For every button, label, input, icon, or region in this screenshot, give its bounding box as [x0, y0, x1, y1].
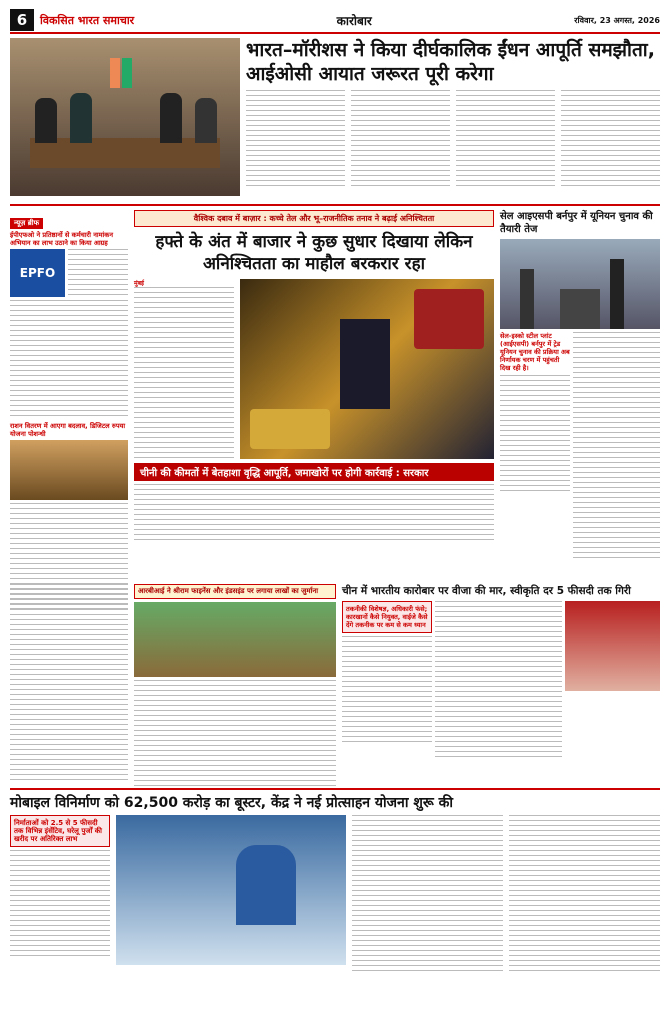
china-headline: चीन में भारतीय कारोबार पर वीजा की मार, स्वीकृति दर 5 फीसदी तक गिरी	[342, 585, 631, 597]
main-dateline: मुंबई	[134, 280, 144, 287]
mobile-box: निर्माताओं को 2.5 से 5 फीसदी तक विभिन्न इंसेंटिव, घरेलू पुर्जों की खरीद पर अतिरिक्त लाभ	[10, 815, 110, 847]
right-column	[500, 210, 660, 580]
factory-photo	[116, 815, 346, 965]
section-name: कारोबार	[336, 13, 372, 28]
sugar-headline: चीनी की कीमतों में बेतहाशा वृद्धि आपूर्ति, जमाखोरों पर होगी कार्रवाई : सरकार	[134, 463, 494, 481]
rbi-story	[134, 584, 336, 784]
passport-photo	[565, 601, 660, 691]
left-column	[10, 210, 128, 580]
page-header	[10, 8, 660, 34]
lead-headline: भारत–मॉरीशस ने किया दीर्घकालिक ईंधन आपूर्ति समझौता, आईओसी आयात जरूरत पूरी करेगा	[246, 39, 655, 85]
rbi-kicker: आरबीआई ने श्रीराम फाइनेंस और इंडसइंड पर लगाया लाखों का जुर्माना	[134, 584, 336, 599]
china-story	[342, 584, 660, 784]
plant-photo	[500, 239, 660, 329]
mobile-headline: मोबाइल विनिर्माण को 62,500 करोड़ का बूस्टर, केंद्र ने नई प्रोत्साहन योजना शुरू की	[10, 795, 453, 811]
lead-photo	[10, 38, 240, 196]
left-lower-text	[10, 584, 128, 784]
lead-story	[10, 38, 660, 200]
paper-name: विकसित भारत समाचार	[40, 13, 135, 27]
mobile-story	[10, 794, 660, 975]
market-collage	[240, 279, 494, 459]
main-kicker: वैश्विक दबाव में बाज़ार : कच्चे तेल और भू–राजनीतिक तनाव ने बढ़ाई अनिश्चितता	[134, 210, 494, 227]
china-box: तकनीकी विशेषज्ञ, अधिकारी फंसे; कारखानों कैसे नियुक्त, वाईजे कैसे देंगे तकनीक पर कम से कम ध्यान	[342, 601, 432, 633]
sail-subhead: सेल-इस्को स्टील प्लांट (आईएसपी) बर्नपुर में ट्रेड यूनियन चुनाव की प्रक्रिया अब निर्णायक चरण में पहुंचती दिख रही है।	[500, 332, 570, 372]
epfo-headline: ईपीएफओ ने प्रतिष्ठानों से कर्मचारी नामांकन अभियान का लाभ उठाने का किया आग्रह	[10, 231, 113, 247]
news-brief-label: न्यूज़ ब्रीफ	[10, 218, 43, 229]
page-number: 6	[10, 9, 34, 31]
sail-headline: सेल आइएसपी बर्नपुर में यूनियन चुनाव की तैयारी तेज	[500, 211, 653, 235]
main-story	[134, 210, 494, 580]
issue-date: रविवार, 23 अगस्त, 2026	[574, 15, 660, 25]
ration-photo	[10, 440, 128, 500]
rbi-photo	[134, 602, 336, 677]
main-headline: हफ्ते के अंत में बाजार ने कुछ सुधार दिखाया लेकिन अनिश्चितता का माहौल बरकरार रहा	[155, 232, 473, 274]
ration-headline: राशन वितरण में आएगा बदलाव, डिजिटल रुपया योजना पोशन्धी	[10, 422, 126, 438]
epfo-logo: EPFO	[10, 249, 65, 297]
